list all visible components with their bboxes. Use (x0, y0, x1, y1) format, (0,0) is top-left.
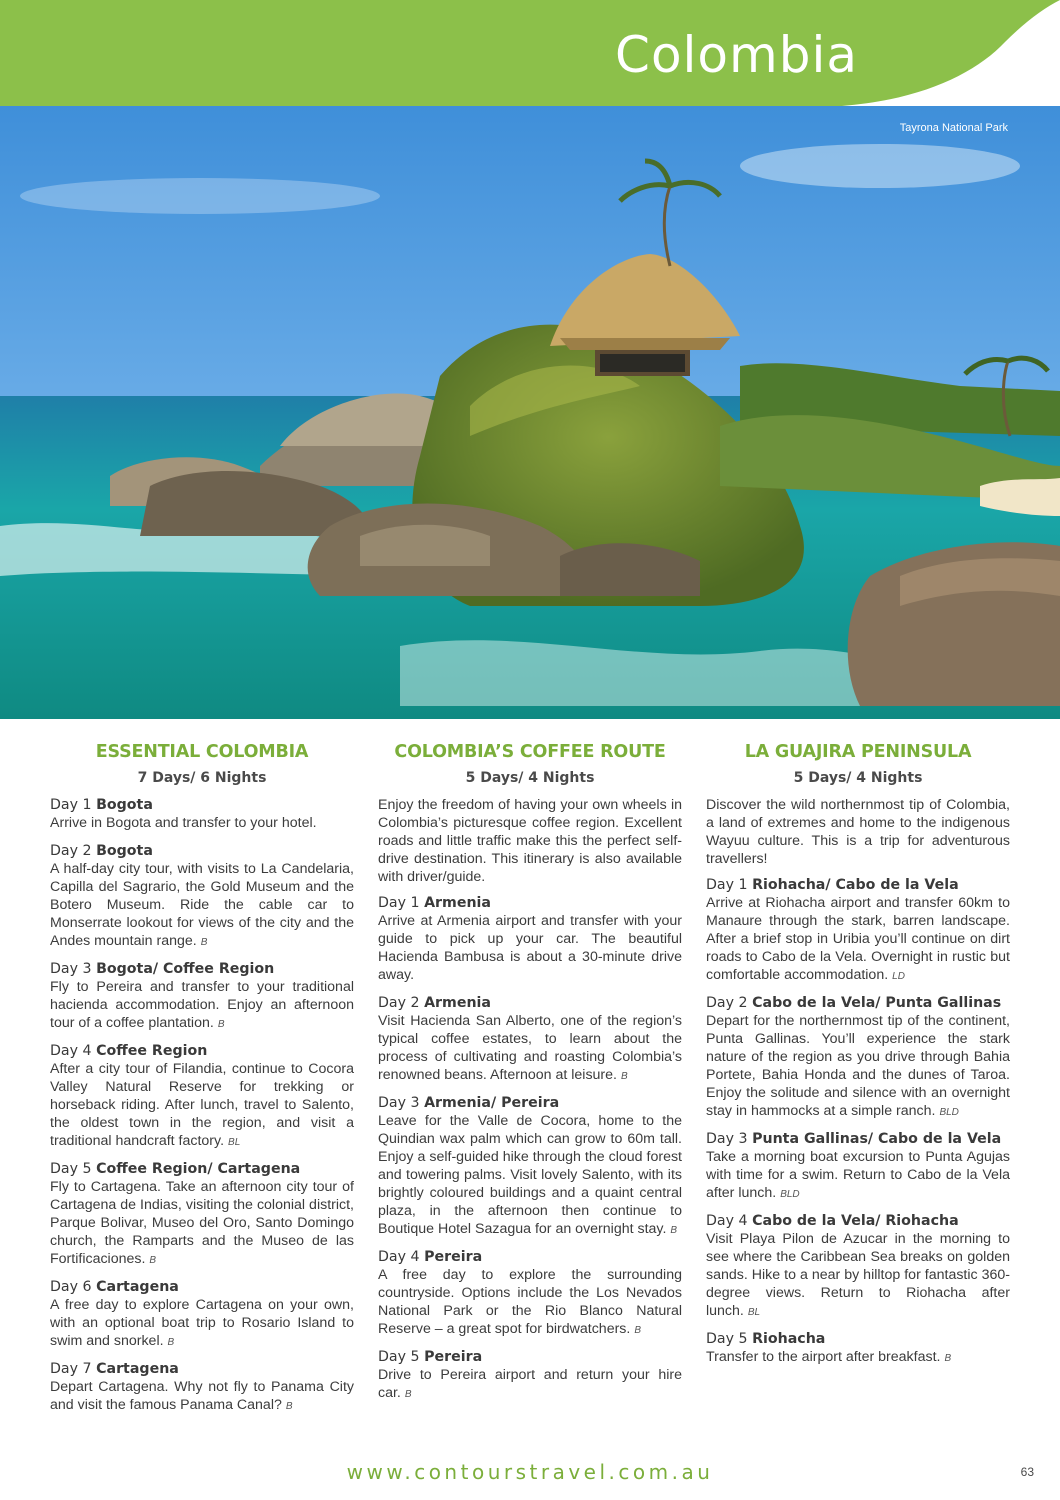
day-item (50, 1160, 354, 1270)
day-place: Armenia/ Pereira (424, 1095, 560, 1111)
tour-la-guajira (706, 738, 1010, 1376)
day-item (706, 876, 1010, 986)
day-place: Cabo de la Vela/ Riohacha (752, 1213, 959, 1229)
day-item (378, 1248, 682, 1340)
day-label: Day 5 (378, 1349, 420, 1365)
day-label: Day 4 (378, 1249, 420, 1265)
day-label: Day 2 (378, 995, 420, 1011)
tour-intro: Enjoy the freedom of having your own wheels in Colombia’s picturesque coffee region. Excellent roads and little traffic make this the perfect self-drive destination. This itinerary is also available with driver/guide. (378, 797, 682, 885)
day-place: Bogota (96, 797, 153, 813)
tour-duration: 7 Days/ 6 Nights (137, 770, 267, 786)
meal-code: B (944, 1353, 952, 1364)
tour-title: ESSENTIAL COLOMBIA (95, 742, 309, 762)
day-label: Day 3 (706, 1131, 748, 1147)
day-description: A half-day city tour, with visits to La Candelaria, Capilla del Sagrario, the Gold Museum and the Botero Museum. Ride the cable car to Monserrate lookout for views of the city and the Andes mountain range. (50, 861, 354, 949)
day-description: Take a morning boat excursion to Punta Agujas with time for a swim. Return to Cabo de la Vela after lunch. (706, 1149, 1010, 1201)
meal-code: BLD (939, 1107, 959, 1118)
day-label: Day 6 (50, 1279, 92, 1295)
day-label: Day 4 (50, 1043, 92, 1059)
meal-code: BLD (780, 1189, 800, 1200)
day-item (706, 1130, 1010, 1204)
day-place: Pereira (424, 1349, 483, 1365)
day-description: A free day to explore Cartagena on your own, with an optional boat trip to Rosario Island to swim and snorkel. (50, 1297, 354, 1349)
day-place: Bogota (96, 843, 153, 859)
day-label: Day 3 (378, 1095, 420, 1111)
day-item (50, 796, 354, 834)
hero-photo (0, 106, 1060, 719)
day-item (50, 842, 354, 952)
footer-website-link[interactable]: www.contourstravel.com.au (346, 1460, 714, 1484)
meal-code: B (404, 1389, 412, 1400)
meal-code: BL (747, 1307, 761, 1318)
day-description: Arrive in Bogota and transfer to your hotel. (50, 815, 317, 831)
day-item (706, 1330, 1010, 1368)
day-description: Transfer to the airport after breakfast. (706, 1349, 941, 1365)
day-label: Day 3 (50, 961, 92, 977)
day-label: Day 2 (50, 843, 92, 859)
day-label: Day 5 (706, 1331, 748, 1347)
day-description: A free day to explore the surrounding countryside. Options include the Los Nevados National Park or the Rio Blanco Natural Reserve – a great spot for birdwatchers. (378, 1267, 682, 1337)
day-item (50, 960, 354, 1034)
day-description: Drive to Pereira airport and return your hire car. (378, 1367, 682, 1401)
meal-code: B (634, 1325, 642, 1336)
meal-code: B (167, 1337, 175, 1348)
day-label: Day 7 (50, 1361, 92, 1377)
photo-caption: Tayrona National Park (899, 122, 1008, 134)
meal-code: B (670, 1225, 678, 1236)
tour-duration: 5 Days/ 4 Nights (465, 770, 595, 786)
day-label: Day 1 (50, 797, 92, 813)
day-place: Coffee Region (96, 1043, 208, 1059)
meal-code: B (149, 1255, 157, 1266)
day-item (50, 1360, 354, 1416)
header-wave-shape (0, 0, 1060, 106)
day-item (706, 1212, 1010, 1322)
day-label: Day 1 (706, 877, 748, 893)
day-place: Bogota/ Coffee Region (96, 961, 275, 977)
meal-code: B (217, 1019, 225, 1030)
day-place: Cartagena (96, 1361, 179, 1377)
day-place: Cartagena (96, 1279, 179, 1295)
meal-code: LD (892, 971, 905, 982)
day-item (378, 1348, 682, 1404)
day-description: Visit Hacienda San Alberto, one of the region’s typical coffee estates, to learn about the process of cultivating and roasting Colombia’s renowned beans. Afternoon at leisure. (378, 1013, 682, 1083)
day-description: Arrive at Riohacha airport and transfer 60km to Manaure through the stark, barren landscape. After a brief stop in Uribia you’ll continue on dirt roads to Cabo de la Vela. Overnight in rustic but comfortable accommodation. (706, 895, 1010, 983)
day-place: Coffee Region/ Cartagena (96, 1161, 301, 1177)
day-label: Day 2 (706, 995, 748, 1011)
tour-title: COLOMBIA’S COFFEE ROUTE (394, 742, 666, 762)
day-place: Cabo de la Vela/ Punta Gallinas (752, 995, 1002, 1011)
meal-code: BL (228, 1137, 241, 1148)
day-label: Day 4 (706, 1213, 748, 1229)
day-description: Visit Playa Pilon de Azucar in the morning to see where the Caribbean Sea breaks on golden sands. Hike to a near by hilltop for fantastic 360-degree views. Return to Riohacha after lunch. (706, 1231, 1010, 1319)
day-description: Depart Cartagena. Why not fly to Panama City and visit the famous Panama Canal? (50, 1379, 354, 1413)
day-place: Punta Gallinas/ Cabo de la Vela (752, 1131, 1002, 1147)
day-item (378, 994, 682, 1086)
tour-intro: Discover the wild northernmost tip of Colombia, a land of extremes and home to the indigenous Wayuu culture. This is a trip for adventurous travellers! (706, 797, 1010, 867)
hero-illustration (0, 106, 1060, 719)
day-place: Riohacha/ Cabo de la Vela (752, 877, 959, 893)
day-description: Fly to Cartagena. Take an afternoon city tour of Cartagena de Indias, visiting the colonial district, Parque Bolivar, Museo del Oro, Santo Domingo church, the Ramparts and the Museo de las Fortificaciones. (50, 1179, 354, 1267)
day-description: Leave for the Valle de Cocora, home to the Quindian wax palm which can grow to 60m tall. Enjoy a self-guided hike through the cloud forest and towering palms. Visit lovely Salento, with its brightly coloured buildings and a quaint central plaza, in the afternoon then continue to Boutique Hotel Sazagua for an overnight stay. (378, 1113, 682, 1237)
day-description: Depart for the northernmost tip of the continent, Punta Gallinas. You’ll experience the stark nature of the region as you drive through Bahia Portete, Bahia Honda and the dunes of Taroa. Enjoy the solitude and silence with an overnight stay in hammocks at a simple ranch. (706, 1013, 1010, 1119)
day-description: Arrive at Armenia airport and transfer with your guide to pick up your car. The beautiful Hacienda Bambusa is about a 30-minute drive away. (378, 913, 682, 983)
day-place: Armenia (424, 895, 491, 911)
day-description: After a city tour of Filandia, continue to Cocora Valley Natural Reserve for trekking or horseback riding. After lunch, travel to Salento, the oldest town in the region, and visit a traditional handcraft factory. (50, 1061, 354, 1149)
day-place: Armenia (424, 995, 491, 1011)
day-item (706, 994, 1010, 1122)
page-title: Colombia (615, 26, 858, 84)
day-item (378, 1094, 682, 1240)
meal-code: B (285, 1401, 293, 1412)
day-description: Fly to Pereira and transfer to your traditional hacienda accommodation. Enjoy an afternoon tour of a coffee plantation. (50, 979, 354, 1031)
tour-duration: 5 Days/ 4 Nights (793, 770, 923, 786)
header-banner (0, 0, 1060, 106)
day-label: Day 5 (50, 1161, 92, 1177)
day-item (378, 894, 682, 986)
meal-code: B (620, 1071, 628, 1082)
day-label: Day 1 (378, 895, 420, 911)
tour-coffee-route (378, 738, 682, 1412)
page-number: 63 (1020, 1465, 1034, 1479)
meal-code: B (200, 937, 208, 948)
day-place: Pereira (424, 1249, 483, 1265)
tour-essential-colombia (50, 738, 354, 1424)
day-item (50, 1042, 354, 1152)
day-place: Riohacha (752, 1331, 826, 1347)
tour-title: LA GUAJIRA PENINSULA (744, 742, 972, 762)
day-item (50, 1278, 354, 1352)
